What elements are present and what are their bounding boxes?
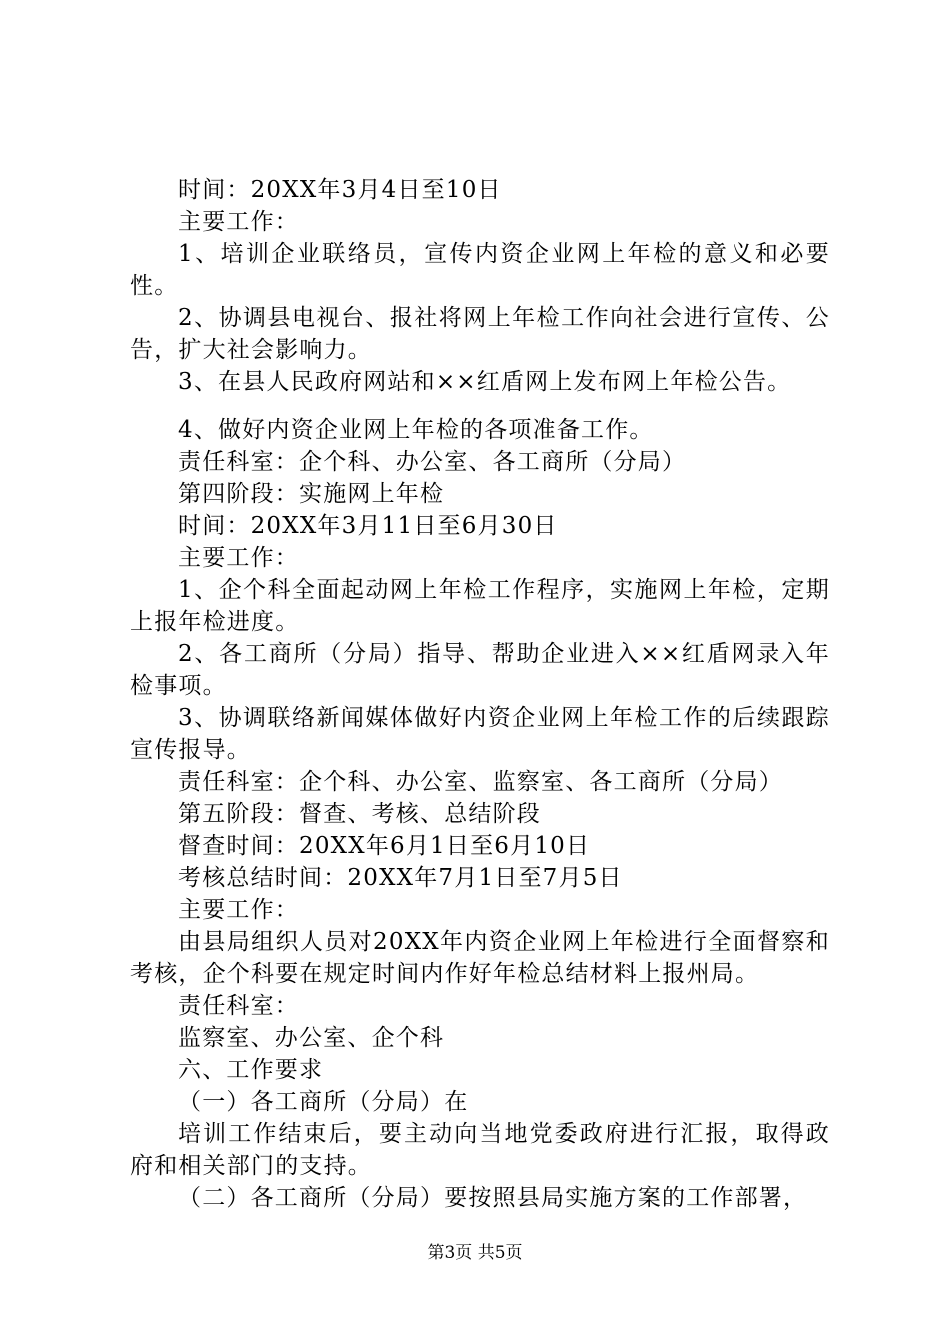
paragraph-assessment-time: 考核总结时间：20XX年7月1日至7月5日 <box>178 865 623 891</box>
paragraph-item-3: 3、协调联络新闻媒体做好内资企业网上年检工作的后续跟踪宣传报导。 <box>130 705 830 763</box>
paragraph-item-3: 3、在县人民政府网站和××红盾网上发布网上年检公告。 <box>178 369 792 395</box>
paragraph-item-2: 2、协调县电视台、报社将网上年检工作向社会进行宣传、公告，扩大社会影响力。 <box>130 305 830 363</box>
paragraph-requirement-1-start: （一）各工商所（分局）在 <box>178 1089 469 1115</box>
paragraph-responsible-dept: 责任科室：企个科、办公室、各工商所（分局） <box>178 449 687 475</box>
paragraph-requirement-2: （二）各工商所（分局）要按照县局实施方案的工作部署， <box>178 1185 808 1211</box>
page-number-footer: 第3页 共5页 <box>427 1243 523 1263</box>
document-body <box>130 174 830 1214</box>
paragraph-inspection-time: 督查时间：20XX年6月1日至6月10日 <box>178 833 591 859</box>
paragraph-time-stage4: 时间：20XX年3月11日至6月30日 <box>178 513 558 539</box>
paragraph-item-4: 4、做好内资企业网上年检的各项准备工作。 <box>178 417 654 443</box>
paragraph-section-6-heading: 六、工作要求 <box>178 1057 324 1083</box>
paragraph-main-work-heading: 主要工作： <box>178 545 299 571</box>
paragraph-responsible-dept: 责任科室：企个科、办公室、监察室、各工商所（分局） <box>178 769 783 795</box>
paragraph-stage-4-heading: 第四阶段：实施网上年检 <box>178 481 445 507</box>
paragraph-item-1: 1、培训企业联络员，宣传内资企业网上年检的意义和必要性。 <box>130 241 830 299</box>
paragraph-item-2: 2、各工商所（分局）指导、帮助企业进入××红盾网录入年检事项。 <box>130 641 830 699</box>
paragraph-requirement-1-body: 培训工作结束后，要主动向当地党委政府进行汇报，取得政府和相关部门的支持。 <box>130 1121 830 1179</box>
paragraph-main-work-heading: 主要工作： <box>178 897 299 923</box>
paragraph-main-work-heading: 主要工作： <box>178 209 299 235</box>
paragraph-item-1: 1、企个科全面起动网上年检工作程序，实施网上年检，定期上报年检进度。 <box>130 577 830 635</box>
paragraph-responsible-dept-label: 责任科室： <box>178 993 299 1019</box>
paragraph-stage-5-heading: 第五阶段：督查、考核、总结阶段 <box>178 801 541 827</box>
paragraph-time-stage3: 时间：20XX年3月4日至10日 <box>178 177 502 203</box>
paragraph-assessment-body: 由县局组织人员对20XX年内资企业网上年检进行全面督察和考核，企个科要在规定时间内作好年检总结材料上报州局。 <box>130 929 830 987</box>
paragraph-responsible-dept-list: 监察室、办公室、企个科 <box>178 1025 445 1051</box>
